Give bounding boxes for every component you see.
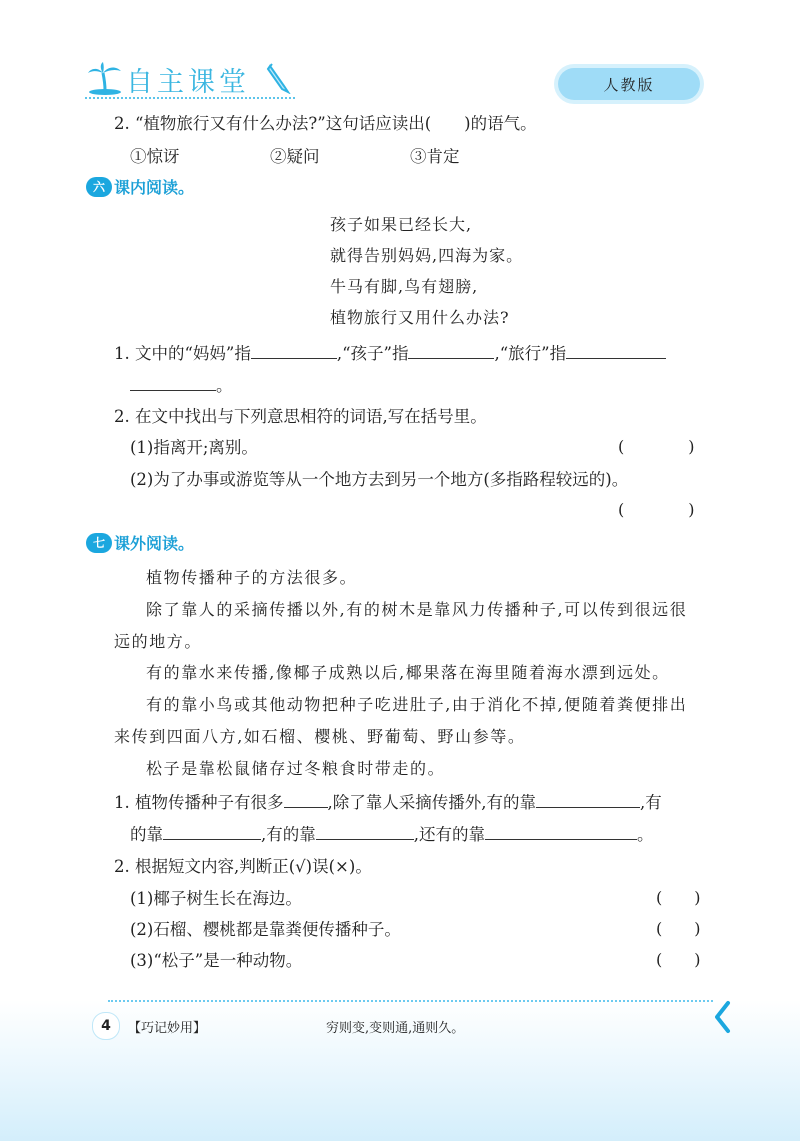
judge-paren[interactable]: ( ) xyxy=(656,950,701,969)
q2-option-2: ②疑问 xyxy=(270,147,320,166)
s7-q1-end: 。 xyxy=(637,825,654,844)
s6-q2-item-2: (2)为了办事或游览等从一个地方去到另一个地方(多指路程较远的)。 xyxy=(130,470,629,489)
passage-paragraph-cont: 远的地方。 xyxy=(114,632,203,651)
q2-option-3: ③肯定 xyxy=(410,147,460,166)
pencil-icon xyxy=(264,60,294,94)
answer-blank-kinds[interactable] xyxy=(284,793,328,808)
answer-blank-child[interactable] xyxy=(408,344,494,359)
passage-paragraph: 植物传播种子的方法很多。 xyxy=(146,568,358,587)
header-divider xyxy=(85,97,295,99)
s6-q1-end: 。 xyxy=(216,376,233,395)
answer-paren[interactable]: ( ) xyxy=(618,437,695,456)
poem-line: 植物旅行又用什么办法? xyxy=(330,308,510,327)
answer-blank-way-2[interactable] xyxy=(163,825,261,840)
judge-paren[interactable]: ( ) xyxy=(656,888,701,907)
poem-line: 牛马有脚,鸟有翅膀, xyxy=(330,277,479,296)
passage-paragraph: 除了靠人的采摘传播以外,有的树木是靠风力传播种子,可以传到很远很 xyxy=(146,600,688,619)
passage-paragraph: 有的靠小鸟或其他动物把种子吃进肚子,由于消化不掉,便随着粪便排出 xyxy=(146,695,688,714)
section-7-heading xyxy=(86,531,194,554)
s7-q1-text-b: ,除了靠人采摘传播外,有的靠 xyxy=(327,793,536,812)
answer-blank-travel[interactable] xyxy=(566,344,666,359)
answer-blank-way-3[interactable] xyxy=(316,825,414,840)
footer-divider xyxy=(108,1000,713,1002)
judge-item: (1)椰子树生长在海边。 xyxy=(130,889,302,908)
s7-q2-stem: 2. 根据短文内容,判断正(√)误(×)。 xyxy=(114,857,372,876)
brand-title: 自主课堂 xyxy=(126,67,250,98)
section-7-title: 课外阅读。 xyxy=(114,534,195,553)
chevron-left-icon xyxy=(712,1000,732,1034)
s7-q1-line1 xyxy=(114,789,662,813)
s6-q1-line2 xyxy=(130,372,233,396)
s7-q1-text-a: 1. 植物传播种子有很多 xyxy=(114,793,284,812)
judge-item: (3)“松子”是一种动物。 xyxy=(130,951,303,970)
q2-option-1: ①惊讶 xyxy=(130,147,180,166)
edition-badge: 人教版 xyxy=(558,68,700,100)
s6-q1-text-b: ,“孩子”指 xyxy=(336,344,409,363)
answer-blank-way-4[interactable] xyxy=(485,825,637,840)
passage-paragraph-cont: 来传到四面八方,如石榴、樱桃、野葡萄、野山参等。 xyxy=(114,727,526,746)
answer-blank-travel-cont[interactable] xyxy=(130,376,216,391)
judge-paren[interactable]: ( ) xyxy=(656,919,701,938)
section-7-badge: 七 xyxy=(86,533,112,553)
passage-paragraph: 有的靠水来传播,像椰子成熟以后,椰果落在海里随着海水漂到远处。 xyxy=(146,663,670,682)
footer-label: 【巧记妙用】 xyxy=(128,1021,207,1036)
section-6-badge: 六 xyxy=(86,177,112,197)
q2-stem: 2. “植物旅行又有什么办法?”这句话应读出( )的语气。 xyxy=(114,114,537,133)
s7-q1-line2 xyxy=(130,821,654,845)
section-6-title: 课内阅读。 xyxy=(114,178,195,197)
s6-q2-item-1: (1)指离开;离别。 xyxy=(130,438,258,457)
poem-line: 就得告别妈妈,四海为家。 xyxy=(330,246,524,265)
footer-proverb: 穷则变,变则通,通则久。 xyxy=(326,1021,465,1036)
s6-q1-text-a: 1. 文中的“妈妈”指 xyxy=(114,344,251,363)
page-number: 4 xyxy=(92,1012,120,1040)
palm-tree-icon xyxy=(86,62,124,96)
s7-q1-text-d: 的靠 xyxy=(130,825,163,844)
section-6-heading xyxy=(86,175,194,198)
answer-paren[interactable]: ( ) xyxy=(618,500,695,519)
s7-q1-text-e: ,有的靠 xyxy=(261,825,316,844)
answer-blank-way-1[interactable] xyxy=(536,793,640,808)
poem-line: 孩子如果已经长大, xyxy=(330,215,473,234)
s6-q2-stem: 2. 在文中找出与下列意思相符的词语,写在括号里。 xyxy=(114,407,487,426)
passage-paragraph: 松子是靠松鼠储存过冬粮食时带走的。 xyxy=(146,759,446,778)
s6-q1-line1 xyxy=(114,340,666,364)
answer-blank-mama[interactable] xyxy=(251,344,337,359)
s6-q1-text-c: ,“旅行”指 xyxy=(494,344,567,363)
s7-q1-text-c: ,有 xyxy=(640,793,662,812)
judge-item: (2)石榴、樱桃都是靠粪便传播种子。 xyxy=(130,920,401,939)
s7-q1-text-f: ,还有的靠 xyxy=(413,825,485,844)
